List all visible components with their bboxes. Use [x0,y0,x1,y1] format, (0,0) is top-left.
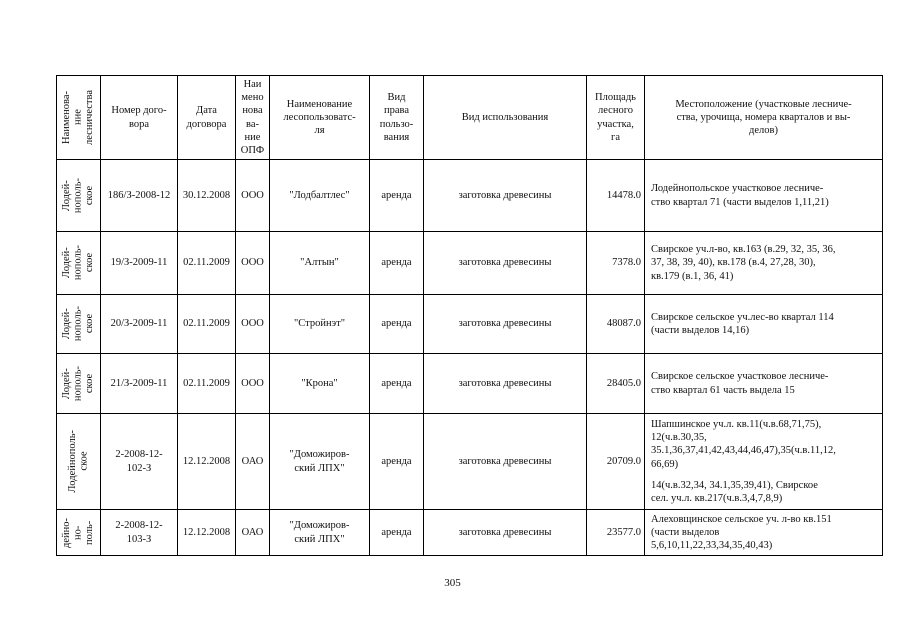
column-header [178,76,236,160]
usage-type-cell-text: заготовка древесины [458,257,552,269]
opf-cell [236,414,270,510]
area-cell-text: 23577.0 [606,526,641,538]
usage-type-cell [424,354,587,414]
column-header-text: Вид права пользо- вания [379,92,414,143]
column-header [645,76,883,160]
location-cell [645,295,883,354]
column-header-text: Местоположение (участковые лесниче- ства, урочища, номера кварталов и вы- делов) [675,98,852,137]
usage-type-cell-text: заготовка древесины [458,189,552,201]
contract-number-cell [101,354,178,414]
contract-date-cell-text: 02.11.2009 [183,377,230,389]
opf-cell-text: ОАО [241,526,264,538]
contract-date-cell [178,354,236,414]
forestry-cell-text: Лодей- нополь- ское [61,177,96,214]
forestry-cell-text: Лодей- нополь- ское [61,306,96,342]
usage-right-cell [370,295,424,354]
area-cell-text: 14478.0 [606,189,641,201]
column-header [270,76,370,160]
contract-date-cell-text: 02.11.2009 [183,318,230,330]
forest-user-cell [270,295,370,354]
location-text: Свирское сельское уч.лес-во квартал 114 (части выделов 14,16) [651,311,834,336]
forestry-cell [57,295,101,354]
usage-right-cell-text: аренда [381,257,412,269]
usage-right-cell [370,414,424,510]
usage-right-cell-text: аренда [381,377,412,389]
column-header [424,76,587,160]
opf-cell-text: ООО [241,377,264,389]
column-header [101,76,178,160]
forest-user-cell [270,232,370,295]
forest-user-cell-text: "Доможиров- ский ЛПХ" [289,520,350,545]
opf-cell [236,510,270,556]
area-cell-text: 7378.0 [612,257,641,269]
usage-type-cell-text: заготовка древесины [458,526,552,538]
lease-table [56,75,883,556]
area-cell [587,232,645,295]
usage-right-cell-text: аренда [381,318,412,330]
forestry-cell [57,232,101,295]
column-header-text: Дата договора [186,105,227,130]
forestry-cell [57,414,101,510]
forest-user-cell [270,510,370,556]
contract-date-cell-text: 12.12.2008 [182,455,231,467]
table-row [57,160,883,232]
usage-type-cell-text: заготовка древесины [458,318,552,330]
contract-number-cell-text: 19/З-2009-11 [110,257,168,269]
forest-user-cell [270,160,370,232]
usage-type-cell-text: заготовка древесины [458,377,552,389]
location-text: Лодейнопольское участковое лесниче- ство квартал 71 (части выделов 1,11,21) [651,183,829,208]
column-header-text: Наименование лесопользоватс- ля [283,98,356,137]
opf-cell [236,160,270,232]
forestry-cell [57,354,101,414]
forest-user-cell [270,354,370,414]
forest-user-cell-text: "Стройнэт" [294,318,345,330]
usage-type-cell [424,414,587,510]
area-cell-text: 20709.0 [606,455,641,467]
usage-right-cell [370,510,424,556]
column-header-text: Площадь лесного участка, га [595,92,636,143]
contract-number-cell [101,232,178,295]
contract-number-cell [101,510,178,556]
location-cell [645,160,883,232]
location-text: Свирское уч.л-во, кв.163 (в.29, 32, 35, 36, 37, 38, 39, 40), кв.178 (в.4, 27,28, 30), кв.179 (в.1, 36, 41) [651,244,836,282]
usage-type-cell [424,160,587,232]
opf-cell-text: ООО [241,318,264,330]
contract-number-cell [101,414,178,510]
location-text: Свирское сельское участковое лесниче- ство квартал 61 часть выдела 15 [651,371,829,396]
location-cell [645,354,883,414]
location-cell [645,232,883,295]
location-text: Алеховщинское сельское уч. л-во кв.151 (части выделов 5,6,10,11,22,33,34,35,40,43) [651,513,832,552]
forestry-cell [57,160,101,232]
opf-cell-text: ООО [241,257,264,269]
table-header-row [57,76,883,160]
table-row [57,232,883,295]
location-cell [645,414,883,510]
contract-number-cell [101,295,178,354]
usage-type-cell [424,510,587,556]
usage-type-cell-text: заготовка древесины [458,455,552,467]
usage-right-cell [370,232,424,295]
forestry-cell-text: Лодей- нополь- ское [61,365,96,402]
area-cell [587,295,645,354]
forestry-cell-text: дейно- но- поль- [61,517,96,548]
area-cell [587,354,645,414]
paragraph-gap [651,471,879,479]
opf-cell [236,354,270,414]
contract-date-cell [178,295,236,354]
area-cell [587,510,645,556]
column-header [587,76,645,160]
column-header-text: Наи мено нова ва- ние ОПФ [240,79,265,156]
contract-date-cell [178,232,236,295]
table-body [57,160,883,556]
area-cell [587,414,645,510]
column-header-text: Вид использования [461,111,549,123]
forest-user-cell-text: "Лодбалтлес" [289,189,350,201]
table-row [57,510,883,556]
contract-number-cell-text: 2-2008-12- 103-З [115,520,163,545]
contract-number-cell-text: 186/З-2008-12 [107,189,171,201]
opf-cell-text: ОАО [241,455,264,467]
column-header [57,76,101,160]
column-header-text: Номер дого- вора [111,105,167,130]
contract-date-cell [178,160,236,232]
opf-cell-text: ООО [241,189,264,201]
usage-type-cell [424,232,587,295]
usage-type-cell [424,295,587,354]
table-row [57,354,883,414]
page-number: 305 [444,577,461,589]
opf-cell [236,295,270,354]
location-text: Шапшинское уч.л. кв.11(ч.в.68,71,75), 12(ч.в.30,35, 35.1,36,37,41,42,43,44,46,47),35(ч.в.11,12, 66,69) [651,419,836,470]
usage-right-cell [370,160,424,232]
forest-user-cell [270,414,370,510]
forestry-cell-text: Лодей- нополь- ское [61,245,96,281]
table-row [57,414,883,510]
usage-right-cell-text: аренда [381,189,412,201]
usage-right-cell [370,354,424,414]
forest-user-cell-text: "Алтын" [300,257,339,269]
forestry-cell-text: Лодейнополь- ское [66,430,90,493]
area-cell [587,160,645,232]
forestry-cell [57,510,101,556]
area-cell-text: 28405.0 [606,377,641,389]
column-header [236,76,270,160]
contract-date-cell [178,414,236,510]
location-cell [645,510,883,556]
contract-date-cell-text: 30.12.2008 [182,189,231,201]
usage-right-cell-text: аренда [381,455,412,467]
usage-right-cell-text: аренда [381,526,412,538]
contract-date-cell-text: 02.11.2009 [183,257,230,269]
location-text: 14(ч.в.32,34, 34.1,35,39,41), Свирское сел. уч.л. кв.217(ч.в.3,4,7,8,9) [651,479,818,504]
table-row [57,295,883,354]
contract-number-cell-text: 2-2008-12- 102-З [115,449,163,474]
contract-number-cell-text: 20/З-2009-11 [110,318,168,330]
column-header-text: Наименова- ние лесничества [61,90,96,145]
contract-number-cell [101,160,178,232]
contract-date-cell-text: 12.12.2008 [182,526,231,538]
contract-number-cell-text: 21/З-2009-11 [110,377,168,389]
column-header [370,76,424,160]
area-cell-text: 48087.0 [606,318,641,330]
opf-cell [236,232,270,295]
contract-date-cell [178,510,236,556]
forest-user-cell-text: "Доможиров- ский ЛПХ" [289,449,350,474]
forest-user-cell-text: "Крона" [301,377,338,389]
